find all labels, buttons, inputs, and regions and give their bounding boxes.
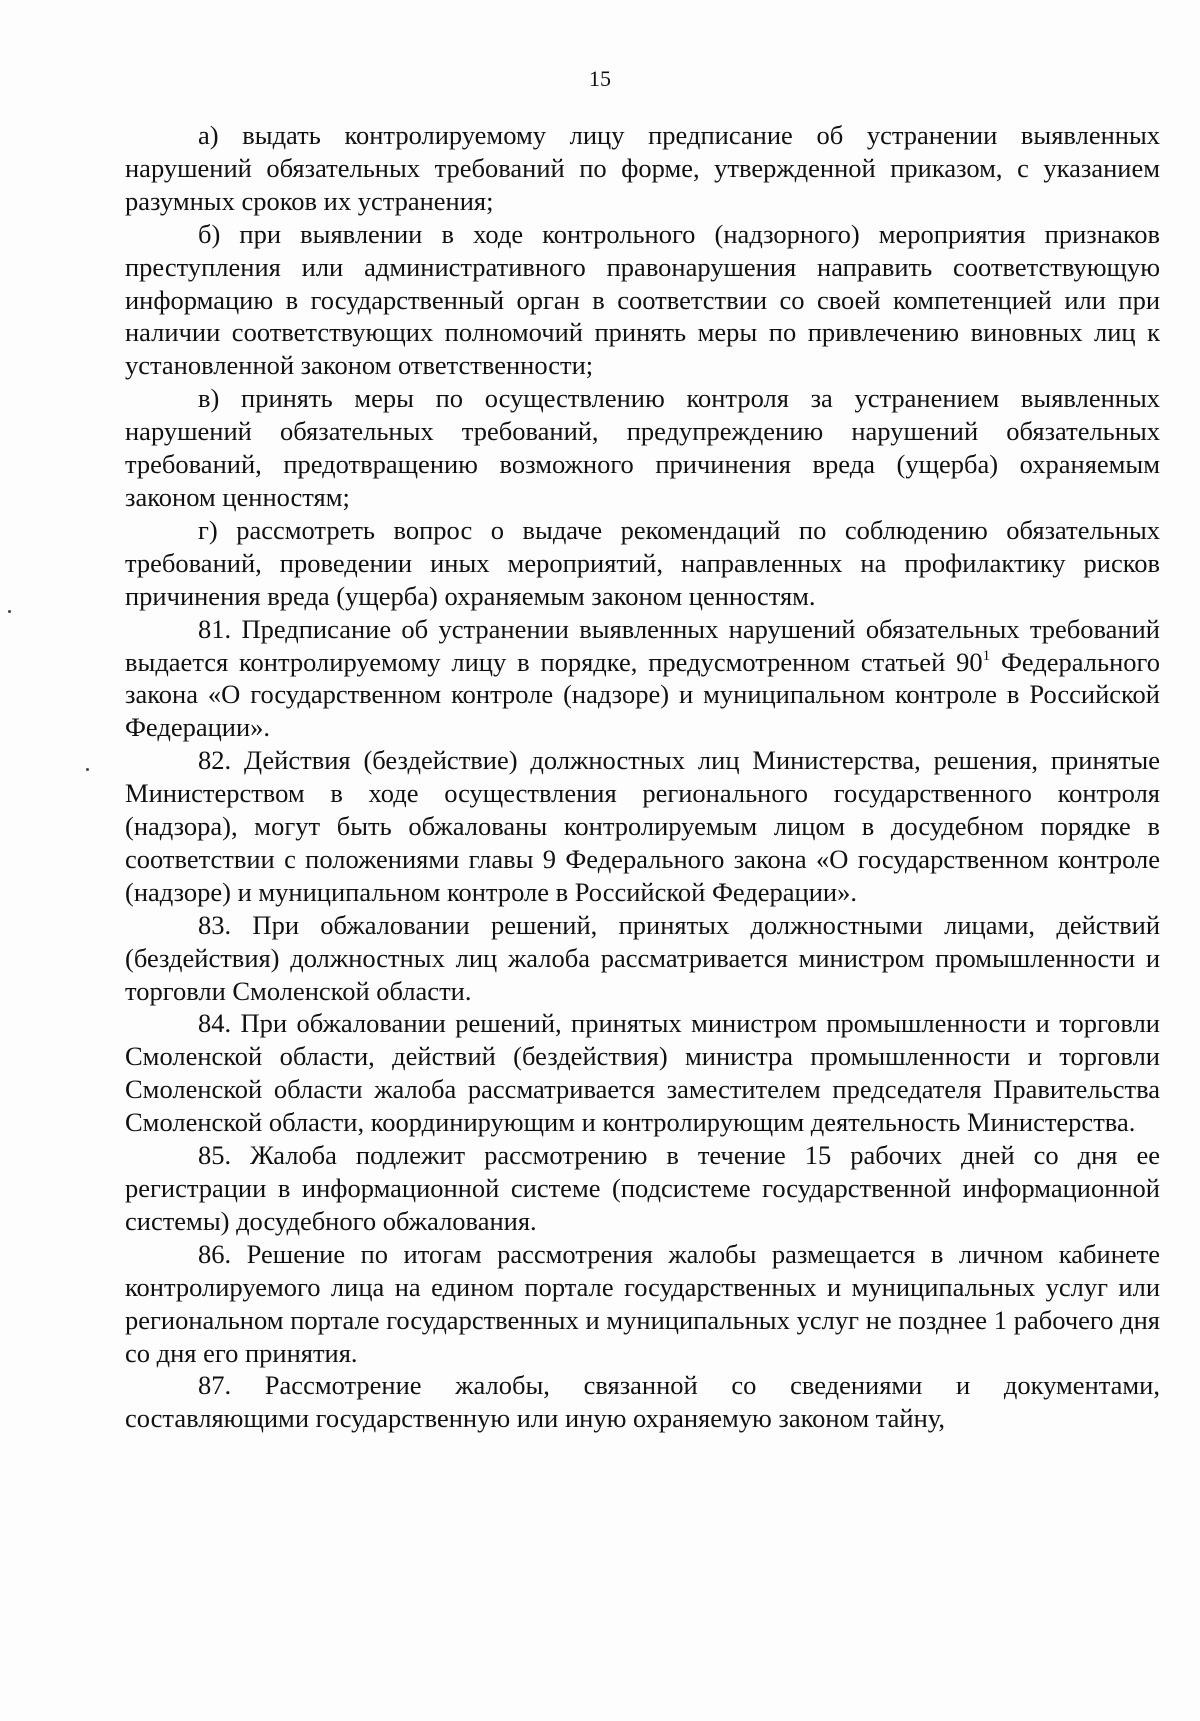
paragraph-84: 84. При обжаловании решений, принятых министром промышленности и торговли Смоленской области, действий (бездействия) министра промышленности и торговли Смоленской области жалоба рассматривается заместителем председателя Правительства Смоленской области, координирующим и контролирующим деятельность Министерства. [125, 1008, 1160, 1138]
paragraph-87: 87. Рассмотрение жалобы, связанной со сведениями и документами, составляющими государственную или иную охраняемую законом тайну, [125, 1370, 1160, 1434]
paragraph-81-text-after: Федерального закона «О государственном контроле (надзоре) и муниципальном контроле в Российской Федерации». [125, 646, 1160, 743]
paragraph-81 [125, 613, 1160, 745]
paragraph-83: 83. При обжаловании решений, принятых должностными лицами, действий (бездействия) должностных лиц жалоба рассматривается министром промышленности и торговли Смоленской области. [125, 909, 1160, 1006]
document-body [125, 119, 1160, 1435]
scan-speck [8, 610, 11, 613]
paragraph-g: г) рассмотреть вопрос о выдаче рекомендаций по соблюдению обязательных требований, проведении иных мероприятий, направленных на профилактику рисков причинения вреда (ущерба) охраняемым законом ценностям. [125, 514, 1160, 611]
scan-speck [86, 768, 89, 771]
paragraph-82: 82. Действия (бездействие) должностных лиц Министерства, решения, принятые Министерством в ходе осуществления регионального государственного контроля (надзора), могут быть обжалованы контролируемым лицом в досудебном порядке в соответствии с положениями главы 9 Федерального закона «О государственном контроле (надзоре) и муниципальном контроле в Российской Федерации». [125, 745, 1160, 907]
paragraph-a: а) выдать контролируемому лицу предписание об устранении выявленных нарушений обязательных требований по форме, утвержденной приказом, с указанием разумных сроков их устранения; [125, 120, 1160, 216]
paragraph-81-text-before: 81. Предписание об устранении выявленных нарушений обязательных требований выдается контролируемому лицу в порядке, предусмотренном статьей 90 [125, 613, 1160, 677]
page-number: 15 [589, 66, 611, 91]
paragraph-b: б) при выявлении в ходе контрольного (надзорного) мероприятия признаков преступления или административного правонарушения направить соответствующую информацию в государственный орган в соответствии со своей компетенцией или при наличии соответствующих полномочий принять меры по привлечению виновных лиц к установленной законом ответственности; [125, 218, 1160, 381]
paragraph-81-superscript: 1 [982, 647, 991, 664]
paragraph-86: 86. Решение по итогам рассмотрения жалобы размещается в личном кабинете контролируемого лица на едином портале государственных и муниципальных услуг или региональном портале государственных и муниципальных услуг не позднее 1 рабочего дня со дня его принятия. [125, 1238, 1160, 1368]
paragraph-85: 85. Жалоба подлежит рассмотрению в течение 15 рабочих дней со дня ее регистрации в информационной системе (подсистеме государственной информационной системы) досудебного обжалования. [125, 1140, 1160, 1236]
paragraph-v: в) принять меры по осуществлению контроля за устранением выявленных нарушений обязательных требований, предупреждению нарушений обязательных требований, предотвращению возможного причинения вреда (ущерба) охраняемым законом ценностям; [125, 383, 1160, 512]
